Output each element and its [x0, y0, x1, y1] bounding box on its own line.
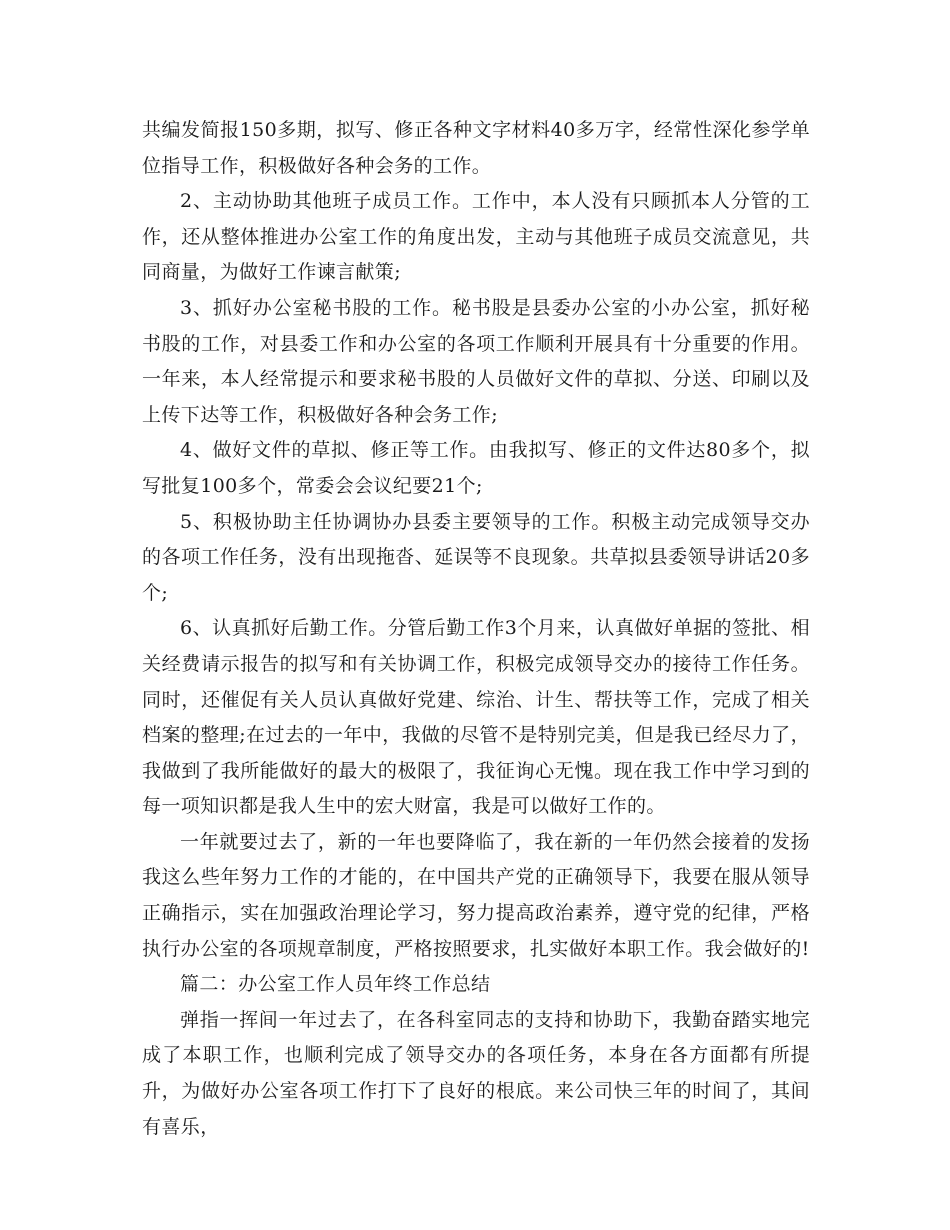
paragraph-4: 4、做好文件的草拟、修正等工作。由我拟写、修正的文件达80多个，拟写批复100多个，常委会会议纪要21个;: [142, 439, 810, 497]
paragraph-3: 3、抓好办公室秘书股的工作。秘书股是县委办公室的小办公室，抓好秘书股的工作，对县委工作和办公室的各项工作顺利开展具有十分重要的作用。一年来，本人经常提示和要求秘书股的人员做好文件的草拟、分送、印刷以及上传下达等工作，积极做好各种会务工作;: [142, 296, 810, 426]
paragraph-2: 2、主动协助其他班子成员工作。工作中，本人没有只顾抓本人分管的工作，还从整体推进办公室工作的角度出发，主动与其他班子成员交流意见，共同商量，为做好工作谏言献策;: [142, 190, 810, 284]
paragraph-7: 一年就要过去了，新的一年也要降临了，我在新的一年仍然会接着的发扬我这么些年努力工作的才能的，在中国共产党的正确领导下，我要在服从领导正确指示，实在加强政治理论学习，努力提高政治素养，遵守党的纪律，严格执行办公室的各项规章制度，严格按照要求，扎实做好本职工作。我会做好的!: [142, 830, 810, 960]
document-body: [142, 113, 810, 1145]
paragraph-6: 6、认真抓好后勤工作。分管后勤工作3个月来，认真做好单据的签批、相关经费请示报告的拟写和有关协调工作，积极完成领导交办的接待工作任务。同时，还催促有关人员认真做好党建、综治、计生、帮扶等工作，完成了相关档案的整理;在过去的一年中，我做的尽管不是特别完美，但是我已经尽力了，我做到了我所能做好的最大的极限了，我征询心无愧。现在我工作中学习到的每一项知识都是我人生中的宏大财富，我是可以做好工作的。: [142, 617, 810, 818]
paragraph-1: 共编发简报150多期，拟写、修正各种文字材料40多万字，经常性深化参学单位指导工作，积极做好各种会务的工作。: [142, 119, 810, 177]
paragraph-5: 5、积极协助主任协调协办县委主要领导的工作。积极主动完成领导交办的各项工作任务，没有出现拖沓、延误等不良现象。共草拟县委领导讲话20多个;: [142, 510, 810, 604]
section-heading: 篇二：办公室工作人员年终工作总结: [180, 973, 491, 996]
paragraph-8: 弹指一挥间一年过去了，在各科室同志的支持和协助下，我勤奋踏实地完成了本职工作，也顺利完成了领导交办的各项任务，本身在各方面都有所提升，为做好办公室各项工作打下了良好的根底。来公司快三年的时间了，其间有喜乐，: [142, 1008, 810, 1138]
